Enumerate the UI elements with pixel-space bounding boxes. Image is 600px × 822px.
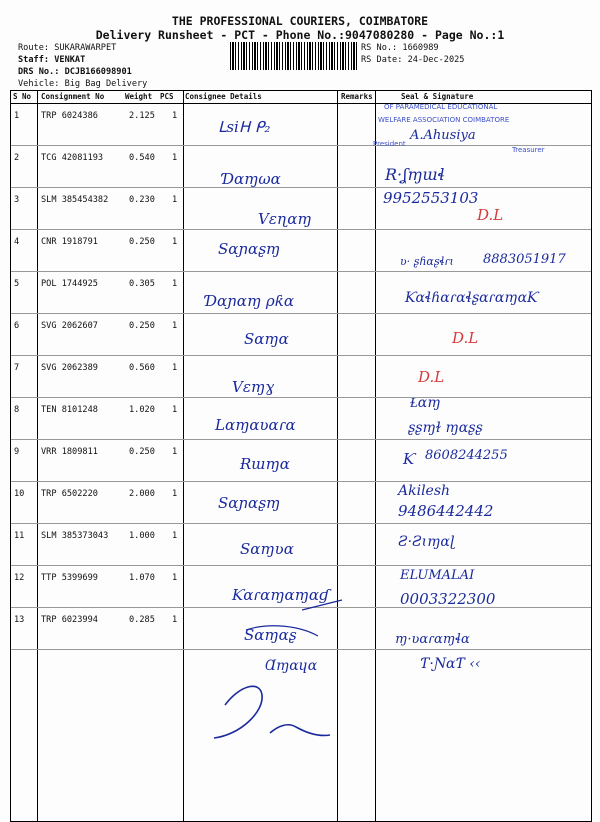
col-pcs: PCS xyxy=(160,92,174,101)
signature-scribble: ᒪsiᕼ ᑭ₂ xyxy=(218,118,271,136)
handwritten-name: ELUMALAI xyxy=(400,568,475,583)
row-pcs: 1 xyxy=(172,573,178,583)
stamp-text: OF PARAMEDICAL EDUCATIONAL xyxy=(384,103,498,111)
col-sno: S No xyxy=(13,92,32,101)
row-sno: 11 xyxy=(14,531,25,541)
route-label: Route: SUKARAWARPET xyxy=(18,43,117,53)
row-sno: 1 xyxy=(14,111,20,121)
row-pcs: 1 xyxy=(172,153,178,163)
row-sno: 9 xyxy=(14,447,20,457)
row-weight: 0.250 xyxy=(129,237,155,247)
row-weight: 0.560 xyxy=(129,363,155,373)
row-pcs: 1 xyxy=(172,321,178,331)
row-weight: 1.020 xyxy=(129,405,155,415)
row-consignment-no: TTP 5399699 xyxy=(41,573,98,583)
signature-scribble: Sɑɱʋɑ xyxy=(240,540,294,558)
row-consignment-no: SVG 2062607 xyxy=(41,321,98,331)
row-consignment-no: TCG 42081193 xyxy=(41,153,104,163)
signature-scribble: Sɑɲɑʂɱ xyxy=(218,240,281,258)
initials-red: D.L xyxy=(418,368,445,386)
row-weight: 0.230 xyxy=(129,195,155,205)
row-weight: 2.125 xyxy=(129,111,155,121)
row-sno: 7 xyxy=(14,363,20,373)
rs-date: RS Date: 24-Dec-2025 xyxy=(361,55,465,65)
row-pcs: 1 xyxy=(172,363,178,373)
row-consignment-no: TEN 8101248 xyxy=(41,405,98,415)
initials-red: D.L xyxy=(452,329,479,347)
signature-scribble: ʂʂɱɫ ɱɑʂʂ xyxy=(408,420,483,436)
drs-label: DRS No.: DCJB166098901 xyxy=(18,67,132,77)
row-weight: 2.000 xyxy=(129,489,155,499)
phone-handwritten: 9486442442 xyxy=(398,502,494,520)
signature-scribble: ʋ· ʂɦɑʂɬɾɩ xyxy=(400,255,454,268)
signature-scribble: Sɑɱɑʂ xyxy=(244,626,297,644)
row-weight: 0.250 xyxy=(129,447,155,457)
row-weight: 0.540 xyxy=(129,153,155,163)
signature-scribble: Vɛɱɣ xyxy=(232,378,275,396)
row-sno: 10 xyxy=(14,489,25,499)
signature-scribble: Sɑɱɑ xyxy=(244,330,289,348)
signature-scribble: Sɑɲɑʂɱ xyxy=(218,494,281,512)
row-consignment-no: SLM 385373043 xyxy=(41,531,109,541)
stamp-treasurer: Treasurer xyxy=(512,146,545,154)
row-consignment-no: TRP 6023994 xyxy=(41,615,98,625)
signature-scribble: Ƙɑɾɑɱɑɱɑɠ xyxy=(232,586,330,604)
signature-scribble: Ƙ xyxy=(403,450,415,468)
signature-scribble: Ɗɑɱωɑ xyxy=(222,170,281,188)
row-pcs: 1 xyxy=(172,531,178,541)
phone-handwritten: 0003322300 xyxy=(400,590,496,608)
row-pcs: 1 xyxy=(172,405,178,415)
row-pcs: 1 xyxy=(172,279,178,289)
rs-number: RS No.: 1660989 xyxy=(361,43,439,53)
handwritten-name: Akilesh xyxy=(398,483,451,499)
col-consignment: Consignment No xyxy=(41,92,105,101)
vehicle-label: Vehicle: Big Bag Delivery xyxy=(18,79,148,89)
row-pcs: 1 xyxy=(172,195,178,205)
row-weight: 0.305 xyxy=(129,279,155,289)
signature-scribble: Ɍɯɱɑ xyxy=(240,455,290,473)
row-consignment-no: SLM 385454382 xyxy=(41,195,109,205)
signature-scribble: Ɑɱɑɥɑ xyxy=(265,658,318,674)
phone-handwritten: 9952553103 xyxy=(383,189,479,207)
row-consignment-no: TRP 6502220 xyxy=(41,489,98,499)
row-pcs: 1 xyxy=(172,447,178,457)
row-consignment-no: SVG 2062389 xyxy=(41,363,98,373)
row-consignment-no: CNR 1918791 xyxy=(41,237,98,247)
staff-label: Staff: VENKAT xyxy=(18,55,86,65)
signature-scribble: Ƭ·ƝɑƬ ‹‹ xyxy=(420,656,481,672)
col-seal: Seal & Signature xyxy=(401,92,474,101)
row-sno: 3 xyxy=(14,195,20,205)
phone-handwritten: 8608244255 xyxy=(425,448,508,463)
signature-scribble: ƘɑɬɦɑɾɑɬʂɑɾɑɱɑƘ xyxy=(405,290,538,306)
runsheet-subtitle: Delivery Runsheet - PCT - Phone No.:9047080280 - Page No.:1 xyxy=(95,28,505,42)
signature-scribble: R·ʆɱɯɬ xyxy=(385,165,445,184)
stamp-president: President xyxy=(373,140,406,148)
row-weight: 0.285 xyxy=(129,615,155,625)
signature-scribble: ɱ·ʋɑɾɑɱɬɑ xyxy=(395,632,470,647)
row-sno: 8 xyxy=(14,405,20,415)
row-consignment-no: TRP 6024386 xyxy=(41,111,98,121)
stamp-name: A.Ahusiya xyxy=(410,128,476,143)
col-consignee: Consignee Details xyxy=(185,92,262,101)
row-sno: 2 xyxy=(14,153,20,163)
col-remarks: Remarks xyxy=(341,92,373,101)
row-consignment-no: VRR 1809811 xyxy=(41,447,98,457)
signature-scribble: Ƨ·Ƨɩɱɑɭ xyxy=(398,534,455,550)
row-pcs: 1 xyxy=(172,489,178,499)
row-pcs: 1 xyxy=(172,111,178,121)
signature-scribble: Lɑɱɑʋɑɾɑ xyxy=(215,416,296,434)
signature-scribble: Vɛɳɑɱ xyxy=(258,210,312,228)
row-sno: 4 xyxy=(14,237,20,247)
row-weight: 0.250 xyxy=(129,321,155,331)
row-sno: 5 xyxy=(14,279,20,289)
row-consignment-no: POL 1744925 xyxy=(41,279,98,289)
row-sno: 12 xyxy=(14,573,25,583)
initials-red: D.L xyxy=(477,206,504,224)
row-pcs: 1 xyxy=(172,237,178,247)
company-title: THE PROFESSIONAL COURIERS, COIMBATORE xyxy=(171,14,429,28)
row-weight: 1.070 xyxy=(129,573,155,583)
row-weight: 1.000 xyxy=(129,531,155,541)
signature-scribble: Ɗɑɲɑɱ ρƙɑ xyxy=(205,292,294,310)
row-pcs: 1 xyxy=(172,615,178,625)
row-sno: 6 xyxy=(14,321,20,331)
signature-scribble: Ɫɑɱ xyxy=(410,395,441,411)
col-weight: Weight xyxy=(125,92,153,101)
row-sno: 13 xyxy=(14,615,25,625)
stamp-text: WELFARE ASSOCIATION COIMBATORE xyxy=(378,116,510,124)
phone-handwritten: 8883051917 xyxy=(483,252,566,267)
